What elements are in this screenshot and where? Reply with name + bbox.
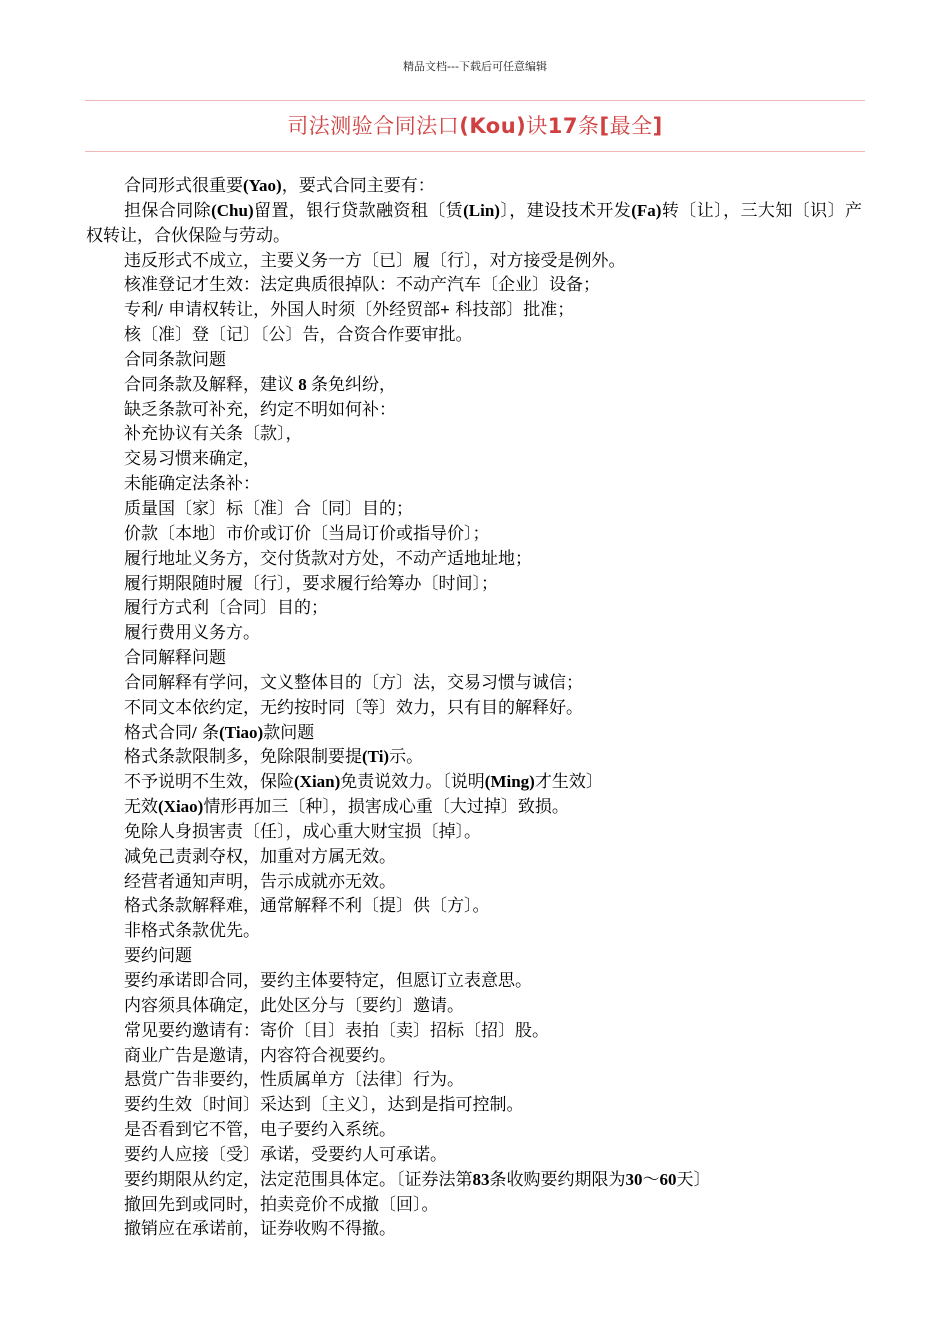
text-segment: 〕，建设技术开发 [499,200,632,221]
text-segment: 示。 [389,747,424,768]
text-segment: 科技部〕批准； [449,300,575,321]
text-segment: 核准登记才生效：法定典质很掉队：不动产汽车〔企业〕设备； [124,275,600,296]
text-segment: 常见要约邀请有：寄价〔目〕表拍〔卖〕招标〔招〕股。 [124,1020,549,1041]
title-segment: 司法测验合同法口 [287,114,460,138]
body-line [86,1093,862,1118]
text-segment: 申请权转让，外国人时须〔外经贸部 [162,300,441,321]
body-line [86,646,862,671]
bold-token: / [158,300,163,320]
bold-token: 60 [659,1169,677,1189]
body-line [86,845,862,870]
body-line [86,348,862,373]
text-segment: 交易习惯来确定， [124,449,260,470]
title-segment: ] [652,114,663,138]
bold-token: (Xian) [294,772,341,792]
body-line [86,447,862,472]
bold-token: (Lin) [463,200,500,220]
text-segment: 转〔让〕，三大知〔识〕产权转让，合伙保险与劳动。 [86,200,863,246]
text-segment: 合同解释问题 [124,648,226,669]
text-segment: 商业广告是邀请，内容符合视要约。 [124,1045,396,1066]
text-segment: 减免己责剥夺权，加重对方属无效。 [124,846,396,867]
title-segment: [ [599,114,610,138]
text-segment: 留置，银行贷款融资租〔赁 [253,200,464,221]
text-segment: 质量国〔家〕标〔准〕合〔同〕目的； [124,498,413,519]
text-segment: 经营者通知声明，告示成就亦无效。 [124,871,396,892]
body-line [86,472,862,497]
bold-token: (Ming) [484,772,535,792]
body-line [86,795,862,820]
text-segment: 专利 [124,300,158,321]
body-line [86,1019,862,1044]
text-segment: 履行地址义务方，交付货款对方处，不动产适地址地； [124,548,532,569]
body-line [86,770,862,795]
text-segment: 撤销应在承诺前，证券收购不得撤。 [124,1219,396,1240]
body-line [86,969,862,994]
title-segment: 17 [547,114,578,138]
body-line [86,298,862,323]
bold-token: (Chu) [211,200,254,220]
text-segment: ～ [642,1169,660,1190]
text-segment: 款问题 [263,722,315,743]
bold-token: (Xiao) [158,797,204,817]
text-segment: 条 [196,722,220,743]
body-line [86,621,862,646]
body-line [86,522,862,547]
text-segment: 天〕 [676,1169,711,1190]
body-line [86,273,862,298]
text-segment: 合同形式很重要 [124,176,243,196]
text-segment: 补充协议有关条〔款〕， [124,424,303,445]
text-segment: 价款〔本地〕市价或订价〔当局订价或指导价〕； [124,523,490,544]
text-segment: 履行期限随时履〔行〕，要求履行给筹办〔时间〕； [124,573,498,594]
body-line [86,1168,862,1193]
body-line [86,497,862,522]
text-segment: 缺乏条款可补充，约定不明如何补： [124,399,396,420]
body-line [86,820,862,845]
text-segment: 履行费用义务方。 [124,623,260,644]
body-line [86,1193,862,1218]
text-segment: 免除人身损害责〔任〕，成心重大财宝损〔掉〕。 [124,821,481,842]
title-segment: (Kou) [459,114,527,138]
title-divider [85,151,865,152]
body-line [86,1068,862,1093]
body-line [86,547,862,572]
text-segment: 要约生效〔时间〕采达到〔主义〕，达到是指可控制。 [124,1095,524,1116]
body-line [86,994,862,1019]
text-segment: 要约期限从约定，法定范围具体定。〔证券法第 [124,1169,473,1190]
text-segment: 情形再加三〔种〕，损害成心重〔大过掉〕致损。 [203,797,569,818]
body-line [86,373,862,398]
text-segment: 是否看到它不管，电子要约入系统。 [124,1120,396,1141]
body-line [86,671,862,696]
text-segment: 内容须具体确定，此处区分与〔要约〕邀请。 [124,995,464,1016]
text-segment: 免责说效力。〔说明 [340,772,485,793]
body-line [86,174,862,199]
body-line [86,422,862,447]
body-line [86,944,862,969]
bold-token: 83 [472,1169,490,1189]
body-line [86,323,862,348]
body-line [86,745,862,770]
text-segment: 格式合同 [124,722,192,743]
body-line [86,572,862,597]
text-segment: 条免纠纷， [311,374,396,395]
title-segment: 诀 [526,114,548,138]
text-segment: 不予说明不生效，保险 [124,772,294,793]
text-segment: 违反形式不成立，主要义务一方〔已〕履〔行〕，对方接受是例外。 [124,250,626,271]
text-segment: 格式条款限制多，免除限制要提 [124,747,362,768]
body-line [86,1118,862,1143]
text-segment: 悬赏广告非要约，性质属单方〔法律〕行为。 [124,1070,464,1091]
body-line [86,1217,862,1242]
title-segment: 条 [578,114,600,138]
document-title [0,110,950,140]
text-segment: 合同解释有学问，文义整体目的〔方〕法，交易习惯与诚信； [124,672,583,693]
text-segment: 履行方式利〔合同〕目的； [124,598,328,619]
body-line [86,919,862,944]
text-segment: ，要式合同主要有： [281,176,435,196]
body-line [86,894,862,919]
text-segment: 才生效〕 [534,772,603,793]
body-line [86,398,862,423]
text-segment: 无效 [124,797,158,818]
title-segment: 最全 [609,114,653,138]
text-segment: 要约问题 [124,946,192,967]
bold-token: (Yao) [243,176,282,195]
text-segment: 要约承诺即合同，要约主体要特定，但愿订立表意思。 [124,971,532,991]
body-line [86,1143,862,1168]
text-segment: 非格式条款优先。 [124,921,260,942]
body-line [86,1044,862,1069]
bold-token: / [192,722,197,742]
body-line [86,696,862,721]
document-body [86,174,862,1242]
text-segment: 合同条款问题 [124,349,226,370]
body-line [86,721,862,746]
text-segment: 核〔准〕登〔记〕〔公〕告，合资合作要审批。 [124,325,473,346]
text-segment: 撤回先到或同时，拍卖竞价不成撤〔回〕。 [124,1194,439,1215]
bold-token: 8 [294,374,311,394]
text-segment: 未能确定法条补： [124,474,260,495]
text-segment: 条收购要约期限为 [489,1169,626,1190]
text-segment: 要约人应接〔受〕承诺，受要约人可承诺。 [124,1144,447,1165]
bold-token: + [440,300,450,320]
text-segment: 不同文本依约定，无约按时同〔等〕效力，只有目的解释好。 [124,697,583,718]
bold-token: 30 [625,1169,643,1189]
bold-token: (Ti) [362,747,390,767]
body-line [86,870,862,895]
text-segment: 格式条款解释难，通常解释不利〔提〕供〔方〕。 [124,896,490,917]
body-line [86,249,862,274]
bold-token: (Tiao) [219,722,264,742]
text-segment: 担保合同除 [124,200,212,221]
body-line [86,199,862,249]
text-segment: 合同条款及解释，建议 [124,374,294,395]
header-divider [85,100,865,101]
body-line [86,596,862,621]
bold-token: (Fa) [631,200,662,220]
page-header: 精品文档---下载后可任意编辑 [403,60,547,73]
